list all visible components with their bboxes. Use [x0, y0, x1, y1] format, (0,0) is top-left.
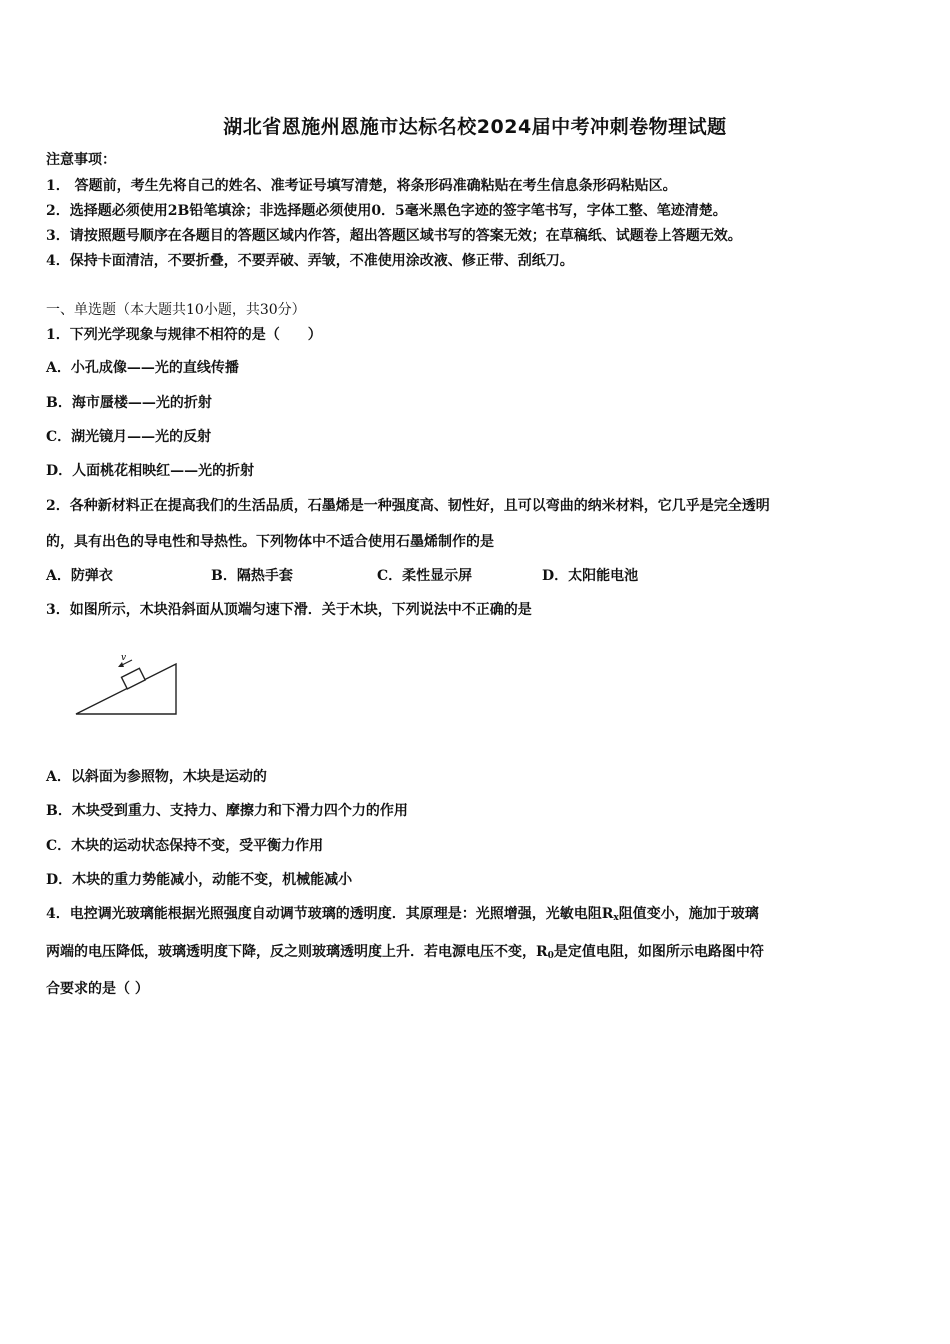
notice-heading: 注意事项：: [46, 152, 116, 168]
q4-line2-a: 两端的电压降低，玻璃透明度下降，反之则玻璃透明度上升．若电源电压不变，R: [46, 944, 548, 960]
q2-options: [46, 566, 638, 586]
q3-option-d: D．木块的重力势能减小，动能不变，机械能减小: [46, 872, 353, 888]
q2-option-c: C．柔性显示屏: [377, 568, 473, 584]
q4-line2-sub: 0: [547, 951, 554, 961]
q2-stem-line1: 2．各种新材料正在提高我们的生活品质，石墨烯是一种强度高、韧性好，且可以弯曲的纳米材料，它几乎是完全透明: [46, 498, 770, 514]
q4-stem-line1: [46, 904, 759, 928]
wood-block: [121, 668, 145, 689]
q4-stem-line3: 合要求的是（ ）: [46, 981, 149, 997]
incline-triangle: [76, 664, 176, 714]
velocity-label: v: [121, 653, 127, 663]
q4-line1-b: 阻值变小，施加于玻璃: [618, 906, 759, 922]
q3-option-c: C．木块的运动状态保持不变，受平衡力作用: [46, 838, 324, 854]
notice-item-3: 3．请按照题号顺序在各题目的答题区域内作答，超出答题区域书写的答案无效；在草稿纸、试题卷上答题无效。: [46, 228, 742, 244]
notice-item-1: 1． 答题前，考生先将自己的姓名、准考证号填写清楚，将条形码准确粘贴在考生信息条形码粘贴区。: [46, 178, 677, 194]
incline-figure: [70, 646, 190, 724]
q1-option-d: D．人面桃花相映红——光的折射: [46, 463, 255, 479]
section-heading: 一、单选题（本大题共10小题，共30分）: [46, 302, 306, 318]
q1-option-a: A．小孔成像——光的直线传播: [46, 360, 239, 376]
q1-stem: 1．下列光学现象与规律不相符的是（ ）: [46, 327, 322, 343]
q3-stem: 3．如图所示，木块沿斜面从顶端匀速下滑．关于木块，下列说法中不正确的是: [46, 602, 532, 618]
page-title: 湖北省恩施州恩施市达标名校2024届中考冲刺卷物理试题: [223, 116, 727, 138]
q1-option-b: B．海市蜃楼——光的折射: [46, 395, 212, 411]
q2-option-a: A．防弹衣: [46, 568, 113, 584]
q3-option-a: A．以斜面为参照物，木块是运动的: [46, 769, 267, 785]
q2-option-b: B．隔热手套: [211, 568, 293, 584]
notice-item-2: 2．选择题必须使用2B铅笔填涂；非选择题必须使用0．5毫米黑色字迹的签字笔书写，字体工整、笔迹清楚。: [46, 203, 727, 219]
q4-line2-b: 是定值电阻，如图所示电路图中符: [553, 944, 764, 960]
q4-line1-sub: x: [613, 913, 619, 923]
q4-stem-line2: [46, 942, 764, 966]
q3-option-b: B．木块受到重力、支持力、摩擦力和下滑力四个力的作用: [46, 803, 408, 819]
q2-stem-line2: 的，具有出色的导电性和导热性。下列物体中不适合使用石墨烯制作的是: [46, 534, 494, 550]
q4-line1-a: 4．电控调光玻璃能根据光照强度自动调节玻璃的透明度．其原理是：光照增强，光敏电阻R: [46, 906, 614, 922]
q2-option-d: D．太阳能电池: [542, 568, 639, 584]
notice-item-4: 4．保持卡面清洁，不要折叠，不要弄破、弄皱，不准使用涂改液、修正带、刮纸刀。: [46, 253, 574, 269]
q1-option-c: C．湖光镜月——光的反射: [46, 429, 212, 445]
